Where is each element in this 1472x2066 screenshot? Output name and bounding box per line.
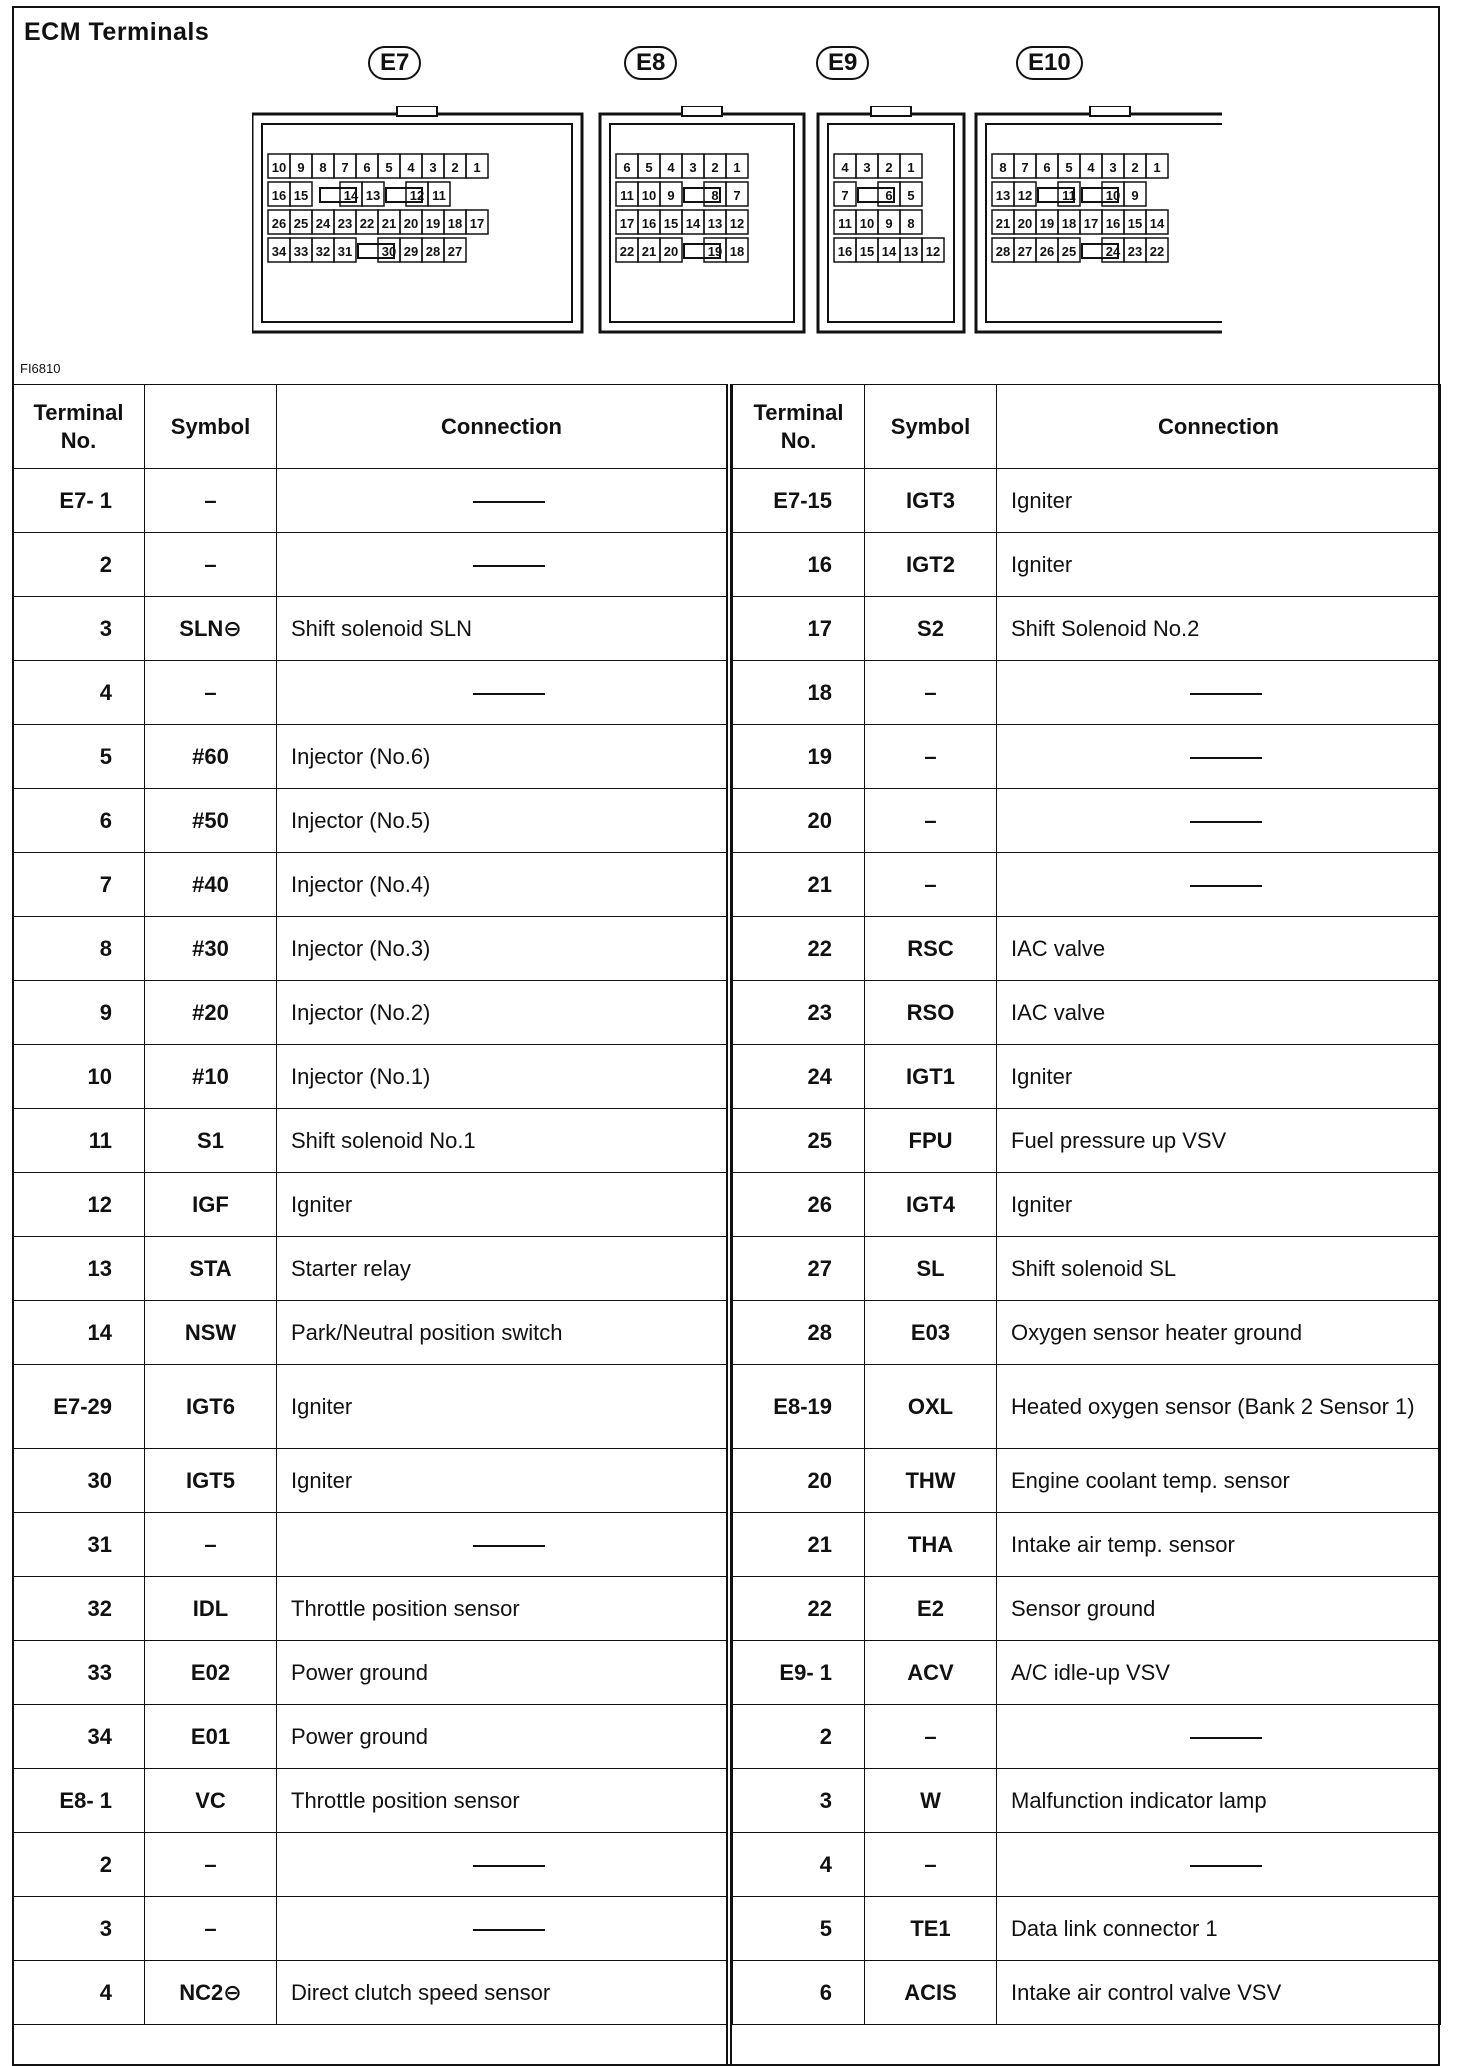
terminal-cell: 28 — [733, 1301, 865, 1365]
connection-cell: Igniter — [997, 1045, 1441, 1109]
symbol-cell: IGT4 — [865, 1173, 997, 1237]
pin-number: 2 — [711, 160, 719, 175]
connection-cell: Igniter — [997, 1173, 1441, 1237]
terminal-cell: 9 — [13, 981, 145, 1045]
pin-number: 3 — [863, 160, 871, 175]
connection-cell: Igniter — [277, 1449, 727, 1513]
symbol-cell: – — [865, 661, 997, 725]
terminal-cell: 31 — [13, 1513, 145, 1577]
symbol-cell: – — [145, 469, 277, 533]
symbol-cell: – — [865, 853, 997, 917]
connection-cell: Engine coolant temp. sensor — [997, 1449, 1441, 1513]
pin-number: 21 — [641, 244, 657, 259]
pin-number: 12 — [925, 244, 941, 259]
connection-cell: Park/Neutral position switch — [277, 1301, 727, 1365]
pin-number: 16 — [837, 244, 853, 259]
symbol-cell: #60 — [145, 725, 277, 789]
symbol-cell: – — [865, 1833, 997, 1897]
symbol-cell: – — [145, 661, 277, 725]
terminal-cell: 2 — [733, 1705, 865, 1769]
pin-number: 8 — [319, 160, 327, 175]
connector-label-e7: E7 — [368, 46, 421, 80]
pin-number: 15 — [1127, 216, 1143, 231]
connection-cell: Intake air temp. sensor — [997, 1513, 1441, 1577]
symbol-cell: – — [865, 789, 997, 853]
pin-number: 30 — [381, 244, 397, 259]
pin-number: 25 — [1061, 244, 1077, 259]
pin-number: 25 — [293, 216, 309, 231]
connection-cell: Sensor ground — [997, 1577, 1441, 1641]
terminal-cell: 20 — [733, 789, 865, 853]
pin-number: 1 — [473, 160, 481, 175]
connector-label-e10: E10 — [1016, 46, 1083, 80]
pin-number: 15 — [663, 216, 679, 231]
pin-number: 11 — [432, 188, 446, 203]
terminal-cell: 7 — [13, 853, 145, 917]
pin-number: 4 — [841, 160, 849, 175]
symbol-cell: #40 — [145, 853, 277, 917]
pin-number: 1 — [907, 160, 915, 175]
connector-label-e9: E9 — [816, 46, 869, 80]
terminal-cell: 22 — [733, 1577, 865, 1641]
terminal-cell: 26 — [733, 1173, 865, 1237]
connection-cell: A/C idle-up VSV — [997, 1641, 1441, 1705]
pin-number: 6 — [623, 160, 631, 175]
symbol-cell: SL — [865, 1237, 997, 1301]
terminal-cell: E7-29 — [13, 1365, 145, 1449]
terminal-cell: 14 — [13, 1301, 145, 1365]
pin-number: 5 — [645, 160, 653, 175]
symbol-cell: #10 — [145, 1045, 277, 1109]
terminal-cell: 3 — [13, 597, 145, 661]
symbol-cell: IGF — [145, 1173, 277, 1237]
connection-cell: Injector (No.4) — [277, 853, 727, 917]
symbol-cell: E01 — [145, 1705, 277, 1769]
symbol-cell: STA — [145, 1237, 277, 1301]
symbol-cell: IGT3 — [865, 469, 997, 533]
symbol-cell: – — [145, 1513, 277, 1577]
symbol-cell: #30 — [145, 917, 277, 981]
terminal-cell: 19 — [733, 725, 865, 789]
symbol-cell: – — [145, 1897, 277, 1961]
column-header-symbol: Symbol — [145, 385, 277, 469]
connection-cell: Power ground — [277, 1705, 727, 1769]
pin-number: 17 — [619, 216, 635, 231]
pin-number: 9 — [297, 160, 305, 175]
terminal-cell: 33 — [13, 1641, 145, 1705]
terminal-cell: 11 — [13, 1109, 145, 1173]
column-header-symbol: Symbol — [865, 385, 997, 469]
symbol-cell: IGT1 — [865, 1045, 997, 1109]
pin-number: 20 — [663, 244, 679, 259]
pin-number: 28 — [995, 244, 1011, 259]
pin-number: 12 — [1017, 188, 1033, 203]
pin-number: 15 — [293, 188, 309, 203]
connection-cell: Direct clutch speed sensor — [277, 1961, 727, 2025]
connection-cell: Oxygen sensor heater ground — [997, 1301, 1441, 1365]
pin-number: 20 — [403, 216, 419, 231]
pin-number: 14 — [881, 244, 897, 259]
terminal-cell: 21 — [733, 1513, 865, 1577]
symbol-cell: E2 — [865, 1577, 997, 1641]
connection-cell: Shift solenoid No.1 — [277, 1109, 727, 1173]
connection-cell: Igniter — [997, 469, 1441, 533]
figure-code: FI6810 — [20, 361, 61, 376]
pin-number: 11 — [1062, 188, 1076, 203]
terminal-cell: 2 — [13, 1833, 145, 1897]
connection-cell: Igniter — [997, 533, 1441, 597]
symbol-cell: NC2⊖ — [145, 1961, 277, 2025]
connection-cell: Injector (No.1) — [277, 1045, 727, 1109]
symbol-cell: IDL — [145, 1577, 277, 1641]
pin-number: 3 — [1109, 160, 1117, 175]
pin-number: 18 — [729, 244, 745, 259]
pin-number: 15 — [859, 244, 875, 259]
pin-number: 1 — [1153, 160, 1161, 175]
symbol-cell: VC — [145, 1769, 277, 1833]
pin-number: 3 — [689, 160, 697, 175]
terminal-cell: 4 — [13, 661, 145, 725]
pin-number: 20 — [1017, 216, 1033, 231]
pin-number: 7 — [841, 188, 849, 203]
pin-number: 4 — [667, 160, 675, 175]
connector-label-e8: E8 — [624, 46, 677, 80]
connection-cell: Intake air control valve VSV — [997, 1961, 1441, 2025]
pin-number: 21 — [381, 216, 397, 231]
column-header-connection: Connection — [277, 385, 727, 469]
pin-number: 5 — [385, 160, 393, 175]
pin-number: 29 — [403, 244, 419, 259]
pin-number: 9 — [885, 216, 893, 231]
pin-number: 13 — [903, 244, 919, 259]
symbol-cell: ACIS — [865, 1961, 997, 2025]
pin-number: 16 — [1105, 216, 1121, 231]
pin-number: 22 — [1149, 244, 1165, 259]
pin-number: 12 — [409, 188, 425, 203]
pin-number: 4 — [1087, 160, 1095, 175]
column-header-terminal: Terminal No. — [733, 385, 865, 469]
terminal-cell: 23 — [733, 981, 865, 1045]
terminal-cell: 5 — [13, 725, 145, 789]
symbol-cell: IGT2 — [865, 533, 997, 597]
terminal-cell: E7-15 — [733, 469, 865, 533]
symbol-cell: W — [865, 1769, 997, 1833]
symbol-cell: E02 — [145, 1641, 277, 1705]
pin-number: 10 — [859, 216, 875, 231]
pin-number: 5 — [907, 188, 915, 203]
pin-number: 18 — [447, 216, 463, 231]
symbol-cell: S2 — [865, 597, 997, 661]
connection-cell: Injector (No.5) — [277, 789, 727, 853]
connection-cell: Fuel pressure up VSV — [997, 1109, 1441, 1173]
column-header-connection: Connection — [997, 385, 1441, 469]
connection-cell: Injector (No.6) — [277, 725, 727, 789]
terminal-cell: E8- 1 — [13, 1769, 145, 1833]
page-title: ECM Terminals — [24, 18, 210, 46]
connection-cell: Starter relay — [277, 1237, 727, 1301]
symbol-cell: ACV — [865, 1641, 997, 1705]
pin-number: 22 — [619, 244, 635, 259]
pin-number: 10 — [1105, 188, 1121, 203]
symbol-cell: – — [145, 533, 277, 597]
pin-number: 6 — [885, 188, 893, 203]
terminal-cell: E8-19 — [733, 1365, 865, 1449]
pin-number: 8 — [999, 160, 1007, 175]
symbol-cell: E03 — [865, 1301, 997, 1365]
terminal-cell: 3 — [733, 1769, 865, 1833]
pin-number: 28 — [425, 244, 441, 259]
pin-number: 24 — [315, 216, 331, 231]
pin-number: 10 — [271, 160, 287, 175]
pin-number: 21 — [995, 216, 1011, 231]
terminal-cell: 3 — [13, 1897, 145, 1961]
terminal-cell: 13 — [13, 1237, 145, 1301]
terminal-cell: 21 — [733, 853, 865, 917]
connection-cell: Throttle position sensor — [277, 1577, 727, 1641]
terminal-cell: 10 — [13, 1045, 145, 1109]
terminal-cell: E9- 1 — [733, 1641, 865, 1705]
pin-number: 7 — [1021, 160, 1029, 175]
pin-number: 9 — [1131, 188, 1139, 203]
connection-cell: IAC valve — [997, 917, 1441, 981]
terminal-cell: 6 — [13, 789, 145, 853]
terminal-cell: 27 — [733, 1237, 865, 1301]
terminal-cell: 20 — [733, 1449, 865, 1513]
pin-number: 5 — [1065, 160, 1073, 175]
connection-cell: Malfunction indicator lamp — [997, 1769, 1441, 1833]
pin-number: 32 — [315, 244, 331, 259]
connection-cell: Shift solenoid SLN — [277, 597, 727, 661]
pin-number: 3 — [429, 160, 437, 175]
terminal-cell: 4 — [13, 1961, 145, 2025]
connection-cell: IAC valve — [997, 981, 1441, 1045]
pin-number: 10 — [641, 188, 657, 203]
pin-number: 27 — [1017, 244, 1033, 259]
symbol-cell: – — [865, 1705, 997, 1769]
pin-number: 13 — [995, 188, 1011, 203]
pin-number: 31 — [337, 244, 353, 259]
pin-number: 8 — [711, 188, 719, 203]
symbol-cell: OXL — [865, 1365, 997, 1449]
terminal-cell: 25 — [733, 1109, 865, 1173]
pin-number: 26 — [1039, 244, 1055, 259]
terminal-cell: 30 — [13, 1449, 145, 1513]
pin-number: 2 — [1131, 160, 1139, 175]
symbol-cell: THW — [865, 1449, 997, 1513]
terminal-cell: 8 — [13, 917, 145, 981]
pin-number: 7 — [733, 188, 741, 203]
terminal-cell: 5 — [733, 1897, 865, 1961]
pin-number: 27 — [447, 244, 463, 259]
terminal-cell: 17 — [733, 597, 865, 661]
pin-number: 8 — [907, 216, 915, 231]
symbol-cell: TE1 — [865, 1897, 997, 1961]
pin-number: 11 — [838, 216, 852, 231]
pin-number: 19 — [707, 244, 723, 259]
pin-number: 26 — [271, 216, 287, 231]
connection-cell: Heated oxygen sensor (Bank 2 Sensor 1) — [997, 1365, 1441, 1449]
pin-number: 14 — [685, 216, 701, 231]
pin-number: 12 — [729, 216, 745, 231]
pin-number: 14 — [1149, 216, 1165, 231]
pin-number: 9 — [667, 188, 675, 203]
terminal-cell: 2 — [13, 533, 145, 597]
terminal-cell: 22 — [733, 917, 865, 981]
pin-number: 23 — [1127, 244, 1143, 259]
pin-number: 2 — [451, 160, 459, 175]
column-header-terminal: Terminal No. — [13, 385, 145, 469]
connection-cell: Igniter — [277, 1365, 727, 1449]
connection-cell: Injector (No.2) — [277, 981, 727, 1045]
terminal-cell: 4 — [733, 1833, 865, 1897]
pin-number: 17 — [469, 216, 485, 231]
connection-cell: Data link connector 1 — [997, 1897, 1441, 1961]
terminal-cell: 34 — [13, 1705, 145, 1769]
connection-cell: Shift solenoid SL — [997, 1237, 1441, 1301]
symbol-cell: S1 — [145, 1109, 277, 1173]
pin-number: 16 — [641, 216, 657, 231]
connection-cell: Throttle position sensor — [277, 1769, 727, 1833]
pin-number: 7 — [341, 160, 349, 175]
terminal-cell: E7- 1 — [13, 469, 145, 533]
symbol-cell: FPU — [865, 1109, 997, 1173]
pin-number: 17 — [1083, 216, 1099, 231]
pin-number: 6 — [1043, 160, 1051, 175]
terminal-cell: 18 — [733, 661, 865, 725]
terminal-cell: 32 — [13, 1577, 145, 1641]
symbol-cell: #20 — [145, 981, 277, 1045]
symbol-cell: RSO — [865, 981, 997, 1045]
pin-number: 34 — [271, 244, 287, 259]
terminal-cell: 24 — [733, 1045, 865, 1109]
pin-number: 22 — [359, 216, 375, 231]
pin-number: 16 — [271, 188, 287, 203]
pin-number: 13 — [365, 188, 381, 203]
pin-number: 2 — [885, 160, 893, 175]
pin-number: 13 — [707, 216, 723, 231]
symbol-cell: – — [145, 1833, 277, 1897]
symbol-cell: IGT5 — [145, 1449, 277, 1513]
connection-cell: Injector (No.3) — [277, 917, 727, 981]
pin-number: 4 — [407, 160, 415, 175]
symbol-cell: THA — [865, 1513, 997, 1577]
connection-cell: Shift Solenoid No.2 — [997, 597, 1441, 661]
terminal-cell: 16 — [733, 533, 865, 597]
pin-number: 11 — [620, 188, 634, 203]
pin-number: 1 — [733, 160, 741, 175]
connection-cell: Igniter — [277, 1173, 727, 1237]
pin-number: 33 — [293, 244, 309, 259]
symbol-cell: – — [865, 725, 997, 789]
symbol-cell: IGT6 — [145, 1365, 277, 1449]
terminal-cell: 6 — [733, 1961, 865, 2025]
symbol-cell: RSC — [865, 917, 997, 981]
pin-number: 6 — [363, 160, 371, 175]
pin-number: 18 — [1061, 216, 1077, 231]
pin-number: 23 — [337, 216, 353, 231]
pin-number: 24 — [1105, 244, 1121, 259]
symbol-cell: SLN⊖ — [145, 597, 277, 661]
terminal-cell: 12 — [13, 1173, 145, 1237]
page-frame — [12, 6, 1440, 2066]
symbol-cell: NSW — [145, 1301, 277, 1365]
connection-cell: Power ground — [277, 1641, 727, 1705]
pin-number: 14 — [343, 188, 359, 203]
pin-number: 19 — [1039, 216, 1055, 231]
symbol-cell: #50 — [145, 789, 277, 853]
pin-number: 19 — [425, 216, 441, 231]
